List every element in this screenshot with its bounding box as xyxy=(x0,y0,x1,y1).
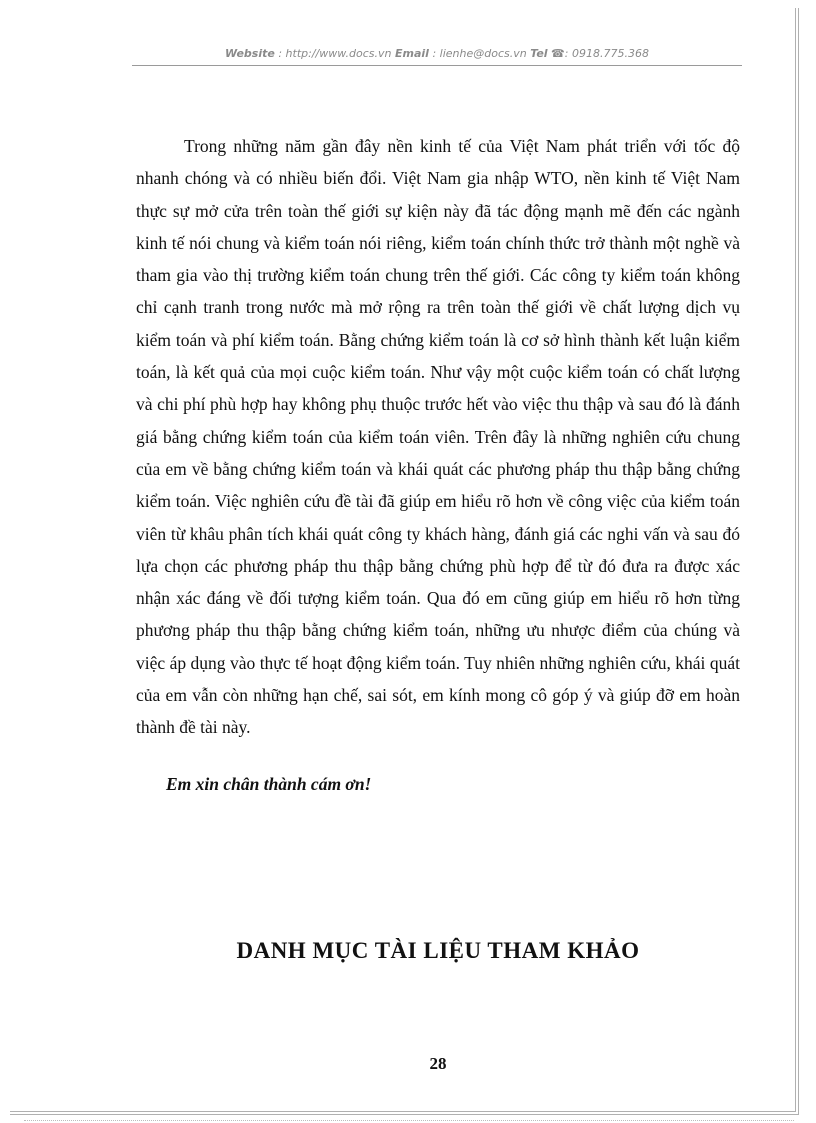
header-divider xyxy=(132,65,742,66)
closing-thanks: Em xin chân thành cám ơn! xyxy=(166,774,372,794)
header-website-label: Website xyxy=(225,47,275,60)
footer-divider xyxy=(24,1120,794,1121)
body-paragraph: Trong những năm gần đây nền kinh tế của Việt Nam phát triển với tốc độ nhanh chóng và có nhiều biến đổi. Việt Nam gia nhập WTO, nền kinh tế Việt Nam thực sự mở cửa trên toàn thế giới sự kiện này đã tác động mạnh mẽ đến các ngành kinh tế nói chung và kiểm toán nói riêng, kiểm toán chính thức trở thành một nghề và tham gia vào thị trường kiểm toán chung trên thế giới. Các công ty kiểm toán không chỉ cạnh tranh trong nước mà mở rộng ra trên toàn thế giới về chất lượng dịch vụ kiểm toán và phí kiểm toán. Bằng chứng kiểm toán là cơ sở hình thành kết luận kiểm toán, là kết quả của mọi cuộc kiểm toán. Như vậy một cuộc kiểm toán có chất lượng và chi phí phù hợp hay không phụ thuộc trước hết vào việc thu thập và sau đó là đánh giá bằng chứng kiểm toán của kiểm toán viên. Trên đây là những nghiên cứu chung của em về bằng chứng kiểm toán và khái quát các phương pháp thu thập bằng chứng kiểm toán. Việc nghiên cứu đề tài đã giúp em hiểu rõ hơn về công việc của kiểm toán viên từ khâu phân tích khái quát công ty khách hàng, đánh giá các nghi vấn và sau đó lựa chọn các phương pháp thu thập bằng chứng phù hợp để từ đó đưa ra được xác nhận xác đáng về đối tượng kiểm toán. Qua đó em cũng giúp em hiểu rõ hơn từng phương pháp thu thập bằng chứng kiểm toán, những ưu nhược điểm của chúng và việc áp dụng vào thực tế hoạt động kiểm toán. Tuy nhiên những nghiên cứu, khái quát của em vẫn còn những hạn chế, sai sót, em kính mong cô góp ý và giúp đỡ em hoàn thành đề tài này. xyxy=(136,136,740,738)
header-tel-value: ☎: 0918.775.368 xyxy=(547,47,649,60)
references-heading: DANH MỤC TÀI LIỆU THAM KHẢO xyxy=(236,938,640,963)
header-website-value: : http://www.docs.vn xyxy=(274,47,396,60)
header-email-value: : lienhe@docs.vn xyxy=(428,47,531,60)
page-header xyxy=(132,47,742,60)
page-number: 28 xyxy=(429,1054,447,1073)
header-tel-label: Tel xyxy=(530,47,548,60)
header-email-label: Email xyxy=(395,47,429,60)
